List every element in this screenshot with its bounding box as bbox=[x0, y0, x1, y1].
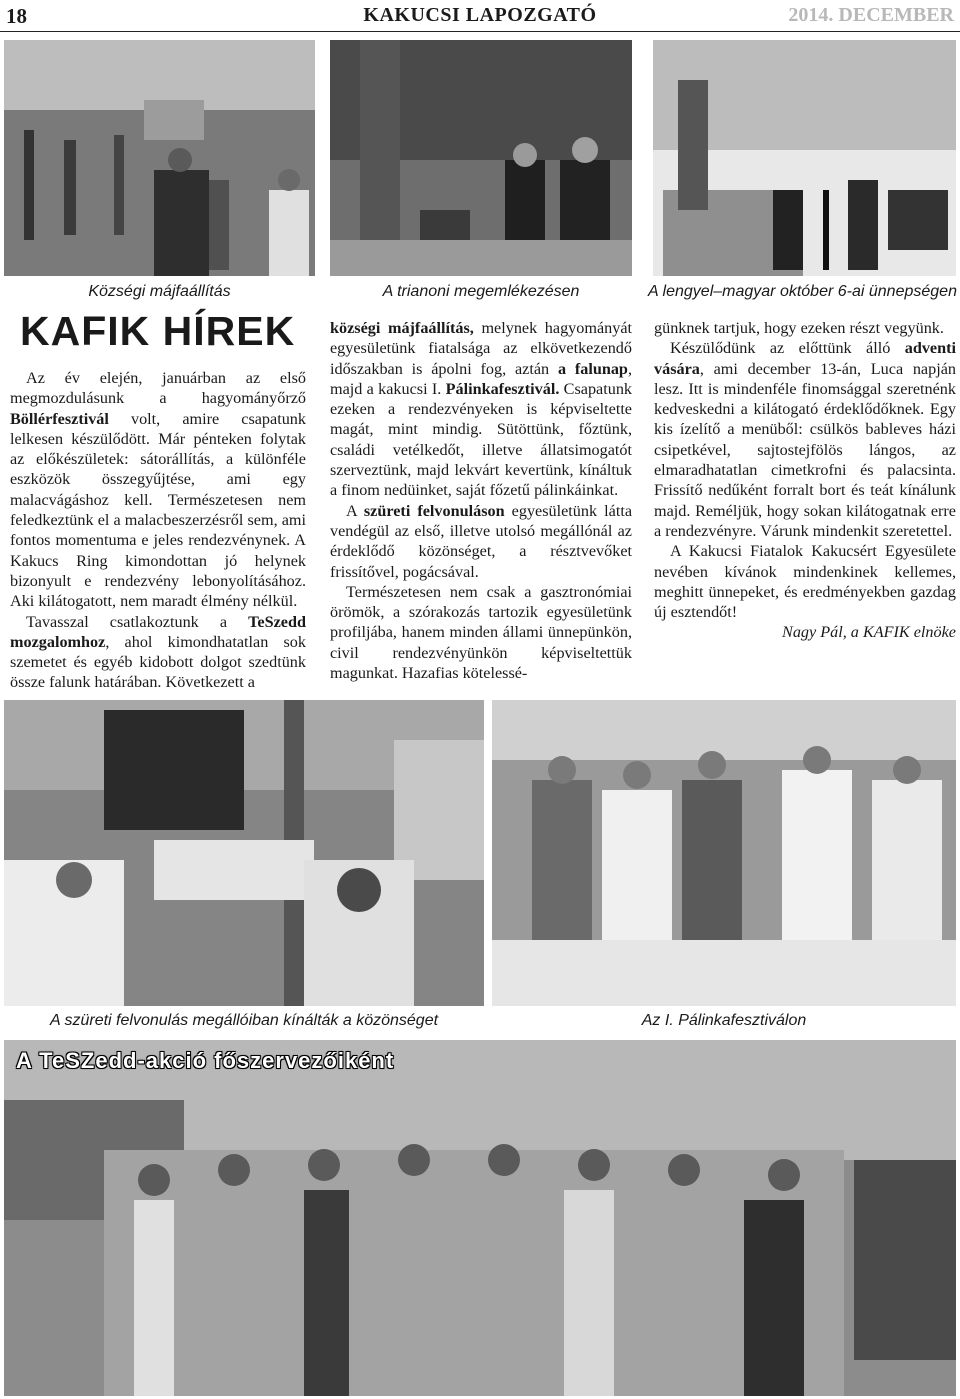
paragraph bbox=[330, 318, 632, 501]
paragraph bbox=[654, 338, 956, 541]
text: günknek tartjuk, hogy ezeken részt vegyünk. bbox=[654, 319, 944, 337]
photo-trianon bbox=[330, 40, 632, 276]
text: A bbox=[346, 501, 364, 520]
photo-teszedd-group bbox=[4, 1040, 956, 1396]
text-bold: Pálinkafesztivál. bbox=[445, 379, 560, 398]
photo-october-ceremony bbox=[653, 40, 956, 276]
text: A Kakucsi Fiatalok Kakucsért Egyesülete nevében kívánok mindenkinek kellemes, meghitt ünnepeket, és eredményekben gazdag új esztendőt! bbox=[654, 542, 956, 622]
article-column-3 bbox=[654, 318, 956, 643]
paragraph bbox=[330, 582, 632, 683]
paragraph bbox=[10, 612, 306, 693]
article-title: KAFIK HÍREK bbox=[20, 308, 296, 354]
caption-maypole: Községi májfaállítás bbox=[88, 283, 231, 300]
text: egyesületünk látta vendégül az első, illetve utolsó megállónál az érdeklődő közönséget, a résztvevőket frissítővel, pogácsával. bbox=[330, 501, 632, 581]
text: , majd a kakucsi I. bbox=[330, 359, 632, 398]
text: Tavasszal csatlakoztunk a bbox=[26, 612, 249, 631]
text: volt, amire csapatunk lelkesen készülődött. Már pénteken folytak az előkészületek: sátorállítás, a különféle eszközök összegyűjtése, ami egy malacvágáshoz kell. Természetesen nem feledkeztünk el a malacbeszerzésről sem, ami fontos momentuma e jeles rendezvénynek. A Kakucs Ring kimondottan jó helynek bizonyult e rendezvény lebonyolításához. Aki kilátogatott, nem maradt élmény nélkül. bbox=[10, 409, 306, 611]
text-bold: szüreti felvonuláson bbox=[363, 501, 505, 520]
text: Csapatunk ezeken a rendezvényeken is képviseltette magát, mint mindig. Sütöttünk, főztünk, családi vetélkedőt, illetve állatsimogatót szerveztünk, majd lekvárt kevertünk, kínáltuk a finom nedüinket, saját főzetű pálinkáinkat. bbox=[330, 379, 633, 500]
text: Természetesen nem csak a gasztronómiai örömök, a szórakozás tartozik egyesületünk profiljába, hanem minden állami ünnepünkön, civil rendezvényünkön képviseltettük magunkat. Hazafias kötelessé- bbox=[330, 582, 632, 683]
text: , ami december 13-án, Luca napján lesz. Itt is mindenféle finomsággal szeretnénk kedveskedni a kilátogató érdeklődőknek. Egy kis ízelítő a menüből: csülkös bableves házi csipetkével, sajtostejfölös lángos, az elmaradhatatlan cimetkrofni és palacsinta. Frissítő nedűként forralt bort és teát kínálunk majd. Reméljük, hogy sokan kilátogatnak erre a rendezvényre. Várunk mindenkit szeretettel. bbox=[654, 359, 956, 540]
article-column-2 bbox=[330, 318, 632, 683]
photo-harvest-parade bbox=[4, 700, 484, 1006]
caption-trianon: A trianoni megemlékezésen bbox=[382, 283, 580, 300]
photo-palinka-festival bbox=[492, 700, 956, 1006]
paragraph bbox=[654, 318, 956, 338]
photo-maypole bbox=[4, 40, 315, 276]
caption-harvest-parade: A szüreti felvonulás megállóiban kínálták a közönséget bbox=[49, 1012, 439, 1029]
article-column-1 bbox=[10, 368, 306, 693]
signature: Nagy Pál, a KAFIK elnöke bbox=[782, 623, 956, 642]
paragraph bbox=[10, 368, 306, 612]
caption-palinka-festival: Az I. Pálinkafesztiválon bbox=[641, 1012, 807, 1029]
text: Az év elején, januárban az első megmozdulásunk a hagyományőrző bbox=[10, 369, 306, 408]
text-bold: községi májfaállítás, bbox=[330, 319, 474, 337]
text-bold: a falunap bbox=[557, 359, 628, 378]
paragraph bbox=[654, 541, 956, 622]
paragraph bbox=[330, 501, 632, 582]
text-bold: Böllérfesztivál bbox=[10, 409, 109, 428]
issue-date: 2014. DECEMBER bbox=[788, 4, 954, 26]
page-header bbox=[0, 0, 960, 32]
text-bold: adventi vására bbox=[654, 339, 956, 378]
text-bold: TeSzedd mozgalomhoz bbox=[10, 612, 306, 651]
text: , ahol kimondhatatlan sok szemetet és egyéb kidobott dolgot szedtünk össze falunk határában. Következett a bbox=[10, 632, 306, 692]
text: melynek hagyományát egyesületünk fiatalsága az elkövetkezendő időszakban is ápolni fog, aztán bbox=[330, 319, 632, 378]
caption-october-ceremony: A lengyel–magyar október 6-ai ünnepségen bbox=[648, 283, 957, 300]
publication-title: KAKUCSI LAPOZGATÓ bbox=[363, 4, 597, 26]
page-number: 18 bbox=[6, 4, 27, 28]
group-photo-banner: A TeSZedd-akció főszervezőiként bbox=[16, 1048, 395, 1073]
text: Készülődünk az előttünk álló bbox=[670, 339, 905, 358]
